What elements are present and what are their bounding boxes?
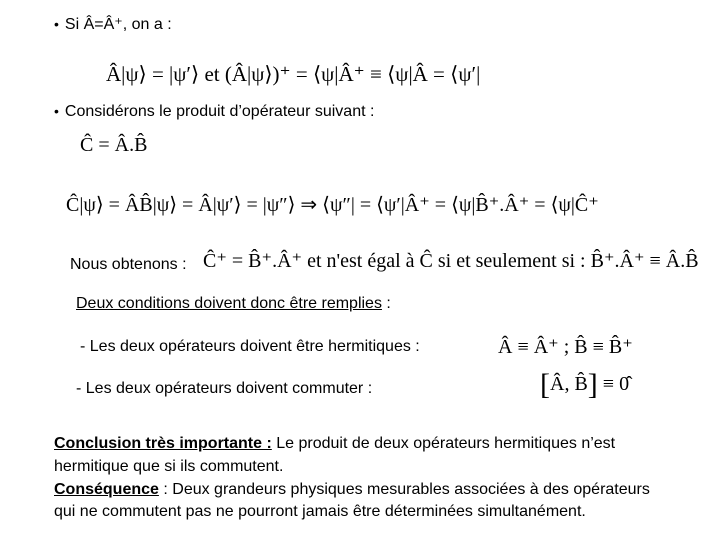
equation-hermitian-ket-bra: Â|ψ⟩ = |ψ′⟩ et (Â|ψ⟩)⁺ = ⟨ψ|Â⁺ ≡ ⟨ψ|Â = ⟨ψ′| xyxy=(106,62,481,86)
conclusion-title: Conclusion très importante : xyxy=(54,435,272,452)
bullet-icon: • xyxy=(54,16,59,32)
bracket-left: [ xyxy=(540,368,550,401)
consequence-text-2: qui ne commutent pas ne pourront jamais être déterminées simultanément. xyxy=(54,503,586,520)
conclusion-text: Le produit de deux opérateurs hermitiques n’est xyxy=(271,435,616,452)
intro-line xyxy=(54,14,172,34)
bullet-icon: • xyxy=(54,103,59,119)
intro-text: Si Â=Â⁺, on a : xyxy=(64,16,172,33)
conditions-heading: Deux conditions doivent donc être remplies : xyxy=(76,295,391,312)
product-intro-text: Considérons le produit d’opérateur suivant : xyxy=(64,103,375,120)
consequence-title: Conséquence xyxy=(54,481,159,498)
condition-commute: - Les deux opérateurs doivent commuter : xyxy=(76,380,373,397)
equation-adjoint-product: Ĉ⁺ = B̂⁺.Â⁺ et n'est égal à Ĉ si et seulement si : B̂⁺.Â⁺ ≡ Â.B̂ xyxy=(203,250,699,272)
consequence-paragraph xyxy=(54,481,650,499)
equation-product-definition: Ĉ = Â.B̂ xyxy=(80,134,148,156)
consequence-text: : Deux grandeurs physiques mesurables associées à des opérateurs xyxy=(158,481,650,498)
conclusion-text-2: hermitique que si ils commutent. xyxy=(54,458,284,475)
conclusion-paragraph xyxy=(54,435,615,453)
obtain-label: Nous obtenons : xyxy=(70,256,187,273)
conditions-text: Deux conditions doivent donc être remplies xyxy=(76,295,382,312)
product-intro-line xyxy=(54,103,374,121)
bracket-right: ] xyxy=(587,368,598,401)
equation-commutator: [Â, B̂] ≡ 0̂ xyxy=(540,368,630,401)
condition-hermitian: - Les deux opérateurs doivent être hermitiques : xyxy=(80,338,420,355)
equation-product-chain: Ĉ|ψ⟩ = ÂB̂|ψ⟩ = Â|ψ′⟩ = |ψ″⟩ ⇒ ⟨ψ″| = ⟨ψ′|Â⁺ = ⟨ψ|B̂⁺.Â⁺ = ⟨ψ|Ĉ⁺ xyxy=(66,194,599,216)
equation-hermitian-condition: Â ≡ Â⁺ ; B̂ ≡ B̂⁺ xyxy=(498,336,633,358)
